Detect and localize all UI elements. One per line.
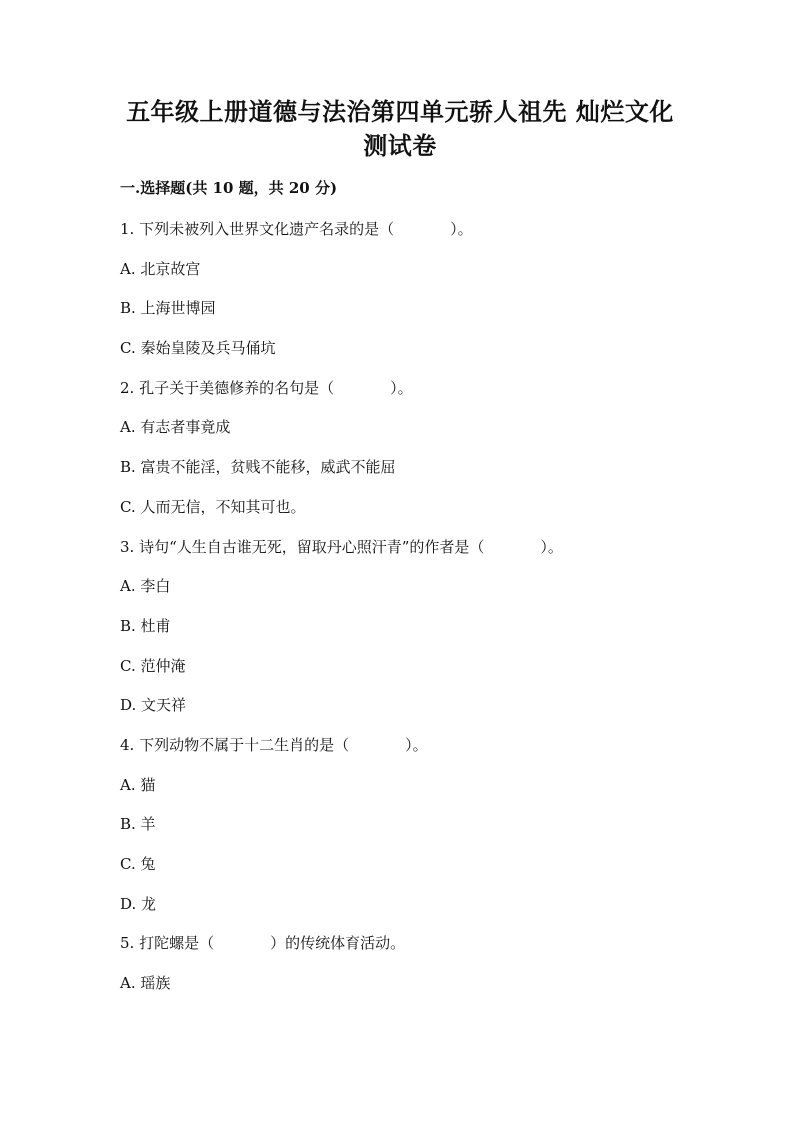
option-item: C. 兔 bbox=[120, 855, 156, 873]
question-stem: 2. 孔子关于美德修养的名句是（ ）。 bbox=[120, 379, 413, 397]
option-item: B. 上海世博园 bbox=[120, 299, 216, 317]
question-stem: 4. 下列动物不属于十二生肖的是（ ）。 bbox=[120, 736, 428, 754]
question-stem: 1. 下列未被列入世界文化遗产名录的是（ ）。 bbox=[120, 220, 473, 238]
page-title-continued: 测试卷 bbox=[363, 131, 437, 160]
option-item: A. 北京故宫 bbox=[120, 260, 201, 278]
option-item: A. 猫 bbox=[120, 776, 156, 794]
option-item: B. 富贵不能淫，贫贱不能移，威武不能屈 bbox=[120, 458, 396, 476]
option-item: A. 有志者事竟成 bbox=[120, 418, 231, 436]
option-item: A. 瑶族 bbox=[120, 974, 171, 992]
question-stem: 3. 诗句“人生自古谁无死，留取丹心照汗青”的作者是（ ）。 bbox=[120, 538, 563, 556]
option-item: C. 人而无信，不知其可也。 bbox=[120, 498, 306, 516]
option-item: C. 秦始皇陵及兵马俑坑 bbox=[120, 339, 276, 357]
option-item: C. 范仲淹 bbox=[120, 657, 186, 675]
option-item: B. 杜甫 bbox=[120, 617, 171, 635]
option-item: D. 龙 bbox=[120, 895, 157, 913]
page-title: 五年级上册道德与法治第四单元骄人祖先 灿烂文化 bbox=[126, 97, 674, 126]
option-item: B. 羊 bbox=[120, 815, 156, 833]
question-stem: 5. 打陀螺是（ ）的传统体育活动。 bbox=[120, 934, 406, 952]
option-item: A. 李白 bbox=[120, 577, 171, 595]
option-item: D. 文天祥 bbox=[120, 696, 187, 714]
section-heading: 一.选择题(共 10 题，共 20 分) bbox=[120, 179, 338, 197]
